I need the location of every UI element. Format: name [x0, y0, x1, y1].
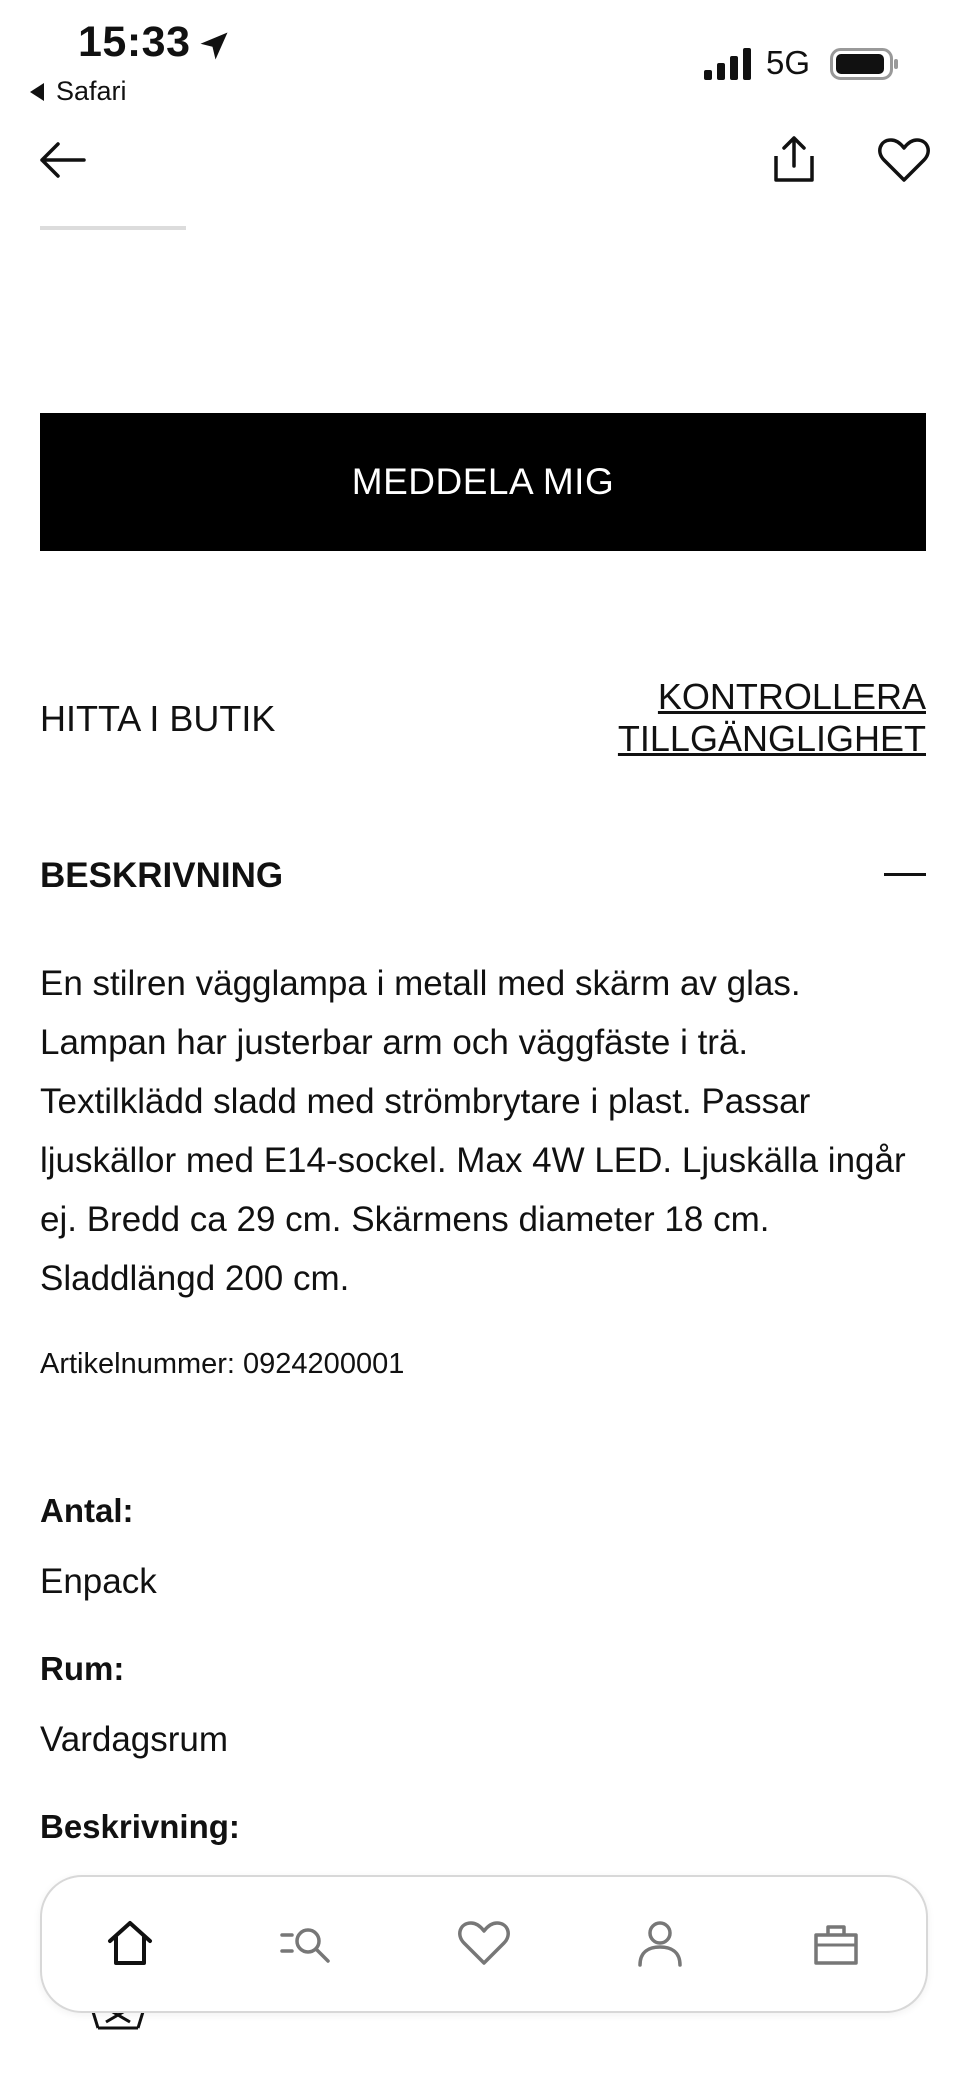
arrow-left-icon	[32, 130, 92, 190]
heart-icon	[454, 1913, 514, 1973]
share-icon	[764, 130, 824, 190]
search-icon	[276, 1913, 336, 1973]
tab-account[interactable]	[630, 1913, 690, 1973]
favorite-button[interactable]	[874, 130, 934, 190]
collapse-button[interactable]	[884, 870, 926, 880]
attribute-value-room: Vardagsrum	[40, 1720, 229, 1759]
description-header[interactable]: BESKRIVNING	[40, 856, 284, 895]
battery-icon	[830, 48, 900, 80]
shopping-bag-icon	[806, 1913, 866, 1973]
attribute-label-room: Rum:	[40, 1650, 125, 1687]
share-button[interactable]	[764, 130, 824, 190]
availability-line-1: KONTROLLERA	[657, 676, 926, 717]
back-button[interactable]	[32, 130, 92, 190]
back-to-app[interactable]	[30, 76, 127, 107]
description-text: En stilren vägglampa i metall med skärm av glas. Lampan har justerbar arm och väggfäste i trä. Textilklädd sladd med strömbrytare i plast. Passar ljuskällor med E14-sockel. Max 4W LED. Ljuskälla ingår ej. Bredd ca 29 cm. Skärmens diameter 18 cm. Sladdlängd 200 cm.	[40, 964, 906, 1298]
heart-icon	[874, 130, 934, 190]
attribute-value-quantity: Enpack	[40, 1562, 157, 1601]
attribute-label-quantity: Antal:	[40, 1492, 134, 1529]
find-in-store-label: HITTA I BUTIK	[40, 698, 276, 739]
check-availability-link[interactable]	[618, 676, 926, 760]
availability-line-2: TILLGÄNGLIGHET	[617, 718, 926, 759]
back-app-label: Safari	[56, 76, 127, 106]
top-navigation	[0, 130, 960, 210]
user-icon	[630, 1913, 690, 1973]
home-icon	[100, 1913, 160, 1973]
status-time: 15:33	[78, 18, 191, 66]
status-bar	[0, 0, 960, 120]
bottom-tab-bar	[40, 1875, 928, 2013]
tab-favorites[interactable]	[454, 1913, 514, 1973]
signal-icon	[704, 48, 752, 80]
attribute-label-description: Beskrivning:	[40, 1808, 240, 1845]
image-thumbnail-strip	[40, 226, 186, 230]
location-arrow-icon	[196, 28, 232, 64]
article-number: Artikelnummer: 0924200001	[40, 1348, 405, 1380]
tab-search[interactable]	[276, 1913, 336, 1973]
tab-home[interactable]	[100, 1913, 160, 1973]
tab-bag[interactable]	[806, 1913, 866, 1973]
notify-me-button[interactable]: MEDDELA MIG	[40, 413, 926, 551]
back-triangle-icon	[30, 83, 44, 101]
network-type: 5G	[766, 44, 811, 81]
minus-icon	[884, 873, 926, 876]
